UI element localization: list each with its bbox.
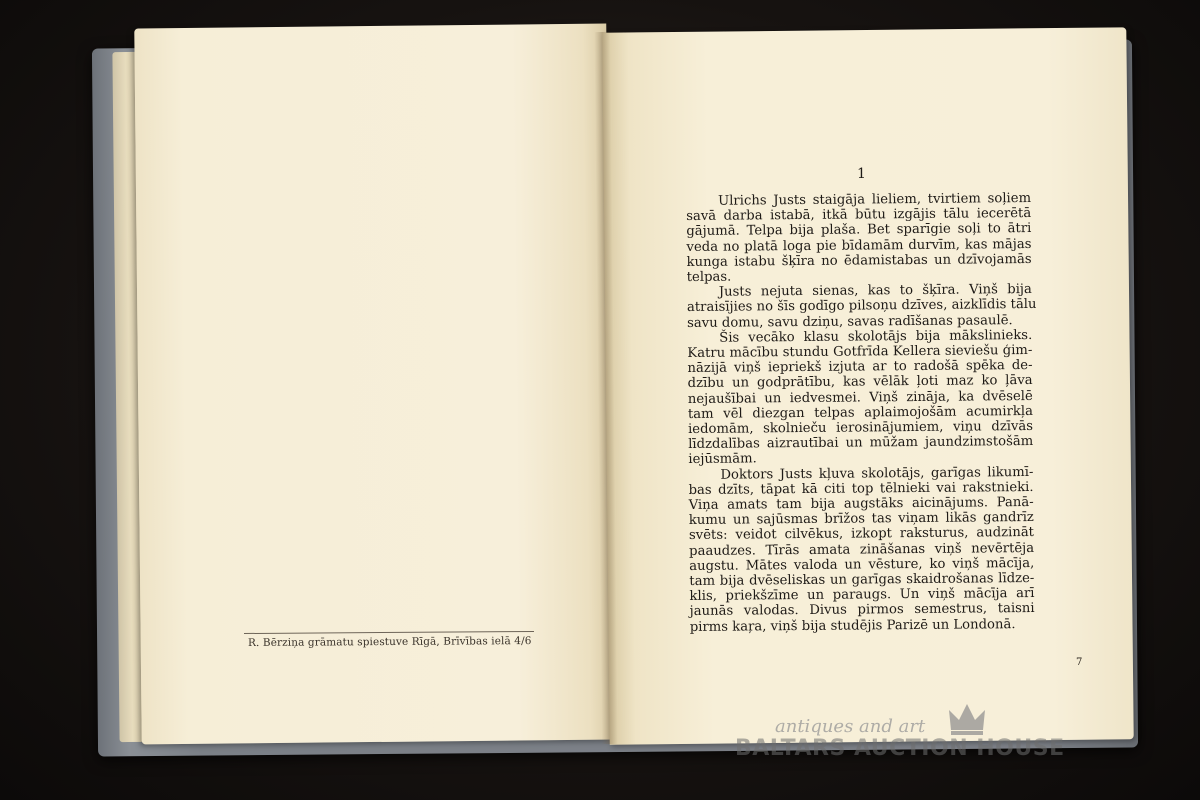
text-line: augstu. Mātes valoda un vēsture, ko viņš mācīja, xyxy=(689,555,1035,574)
text-line: iejūsmām. xyxy=(688,451,757,468)
text-line: dzību un godprātību, kas vēlāk ļoti maz ko ļāva xyxy=(687,373,1033,392)
text-line: tam vēl diezgan telpas aplaimojošām acumirkļa xyxy=(687,403,1033,422)
text-line: Šis vecāko klasu skolotājs bija mākslinieks. xyxy=(719,327,1033,346)
text-line: iedomām, skolnieču ierosinājumiem, viņu dzīvās xyxy=(687,419,1034,438)
text-line: veda no platā loga pie bīdamām durvīm, kas mājas xyxy=(686,236,1032,255)
page-number: 7 xyxy=(1076,657,1083,668)
watermark-brand: BALTARS AUCTION HOUSE xyxy=(735,736,1065,761)
text-line: kumu un sajūsmas brīžos tas viņam likās gandrīz xyxy=(688,510,1034,529)
text-line: svēts: veidot cilvēkus, izkopt raksturus, audzināt xyxy=(688,525,1035,544)
text-line: savā darba istabā, itkā būtu izgājis tālu iecerētā xyxy=(686,206,1032,225)
text-line: nāzijā viņš iepriekš izjuta ar to radošā spēka de- xyxy=(687,358,1033,377)
text-line: Ulrichs Justs staigāja lieliem, tvirtiem soļiem xyxy=(717,190,1032,209)
text-line: kunga istabu šķīra no ēdamistabas un dzīvojamās xyxy=(686,251,1032,270)
text-line: klis, priekšzīme un paraugs. Un viņš mācīja arī xyxy=(689,586,1035,605)
text-line: savu domu, savu dziņu, savas radīšanas pasaulē. xyxy=(687,312,1013,331)
text-line: jaunās valodas. Divus pirmos semestrus, taisni xyxy=(689,601,1035,620)
text-line: paaudzes. Tīrās amata zināšanas viņš nevērtēja xyxy=(689,540,1035,559)
body-text xyxy=(686,191,1035,635)
text-line: Katru mācību stundu Gotfrīda Kellera sieviešu ģim- xyxy=(687,343,1033,362)
text-line: nejaušībai un iedvesmei. Viņš zināja, ka dvēselē xyxy=(687,388,1033,407)
text-line: Justs nejuta sienas, kas to šķīra. Viņš bija xyxy=(718,282,1032,300)
text-line: gājumā. Telpa bija plaša. Bet sparīgie soļi to ātri xyxy=(686,221,1032,240)
text-line: telpas. xyxy=(686,269,732,286)
text-line: bas dzīts, tāpat kā citi top tēlnieki vai rakstnieki. xyxy=(688,479,1034,498)
text-line: atraisījies no šīs godīgo pilsoņu dzīves, aizklīdis tālu xyxy=(686,297,1037,316)
text-line: tam bija dvēseliskas un garīgas skaidrošanas līdze- xyxy=(689,571,1035,590)
watermark-tagline: antiques and art xyxy=(775,716,926,737)
text-line: līdzdalības aizrautībai un mūžam jaundzimstošām xyxy=(688,434,1034,453)
text-line: Viņa amats tam bija augstāks aicinājums. Panā- xyxy=(688,495,1034,514)
printer-imprint: R. Bērziņa grāmatu spiestuve Rīgā, Brīvības ielā 4/6 xyxy=(247,635,532,650)
text-line: pirms kaŗa, viņš bija studējis Parizē un Londonā. xyxy=(689,616,1016,635)
text-line: Doktors Justs kļuva skolotājs, garīgas likumī- xyxy=(720,464,1034,483)
watermark xyxy=(735,700,1115,770)
crown-icon xyxy=(947,702,987,736)
chapter-number: 1 xyxy=(857,166,866,182)
